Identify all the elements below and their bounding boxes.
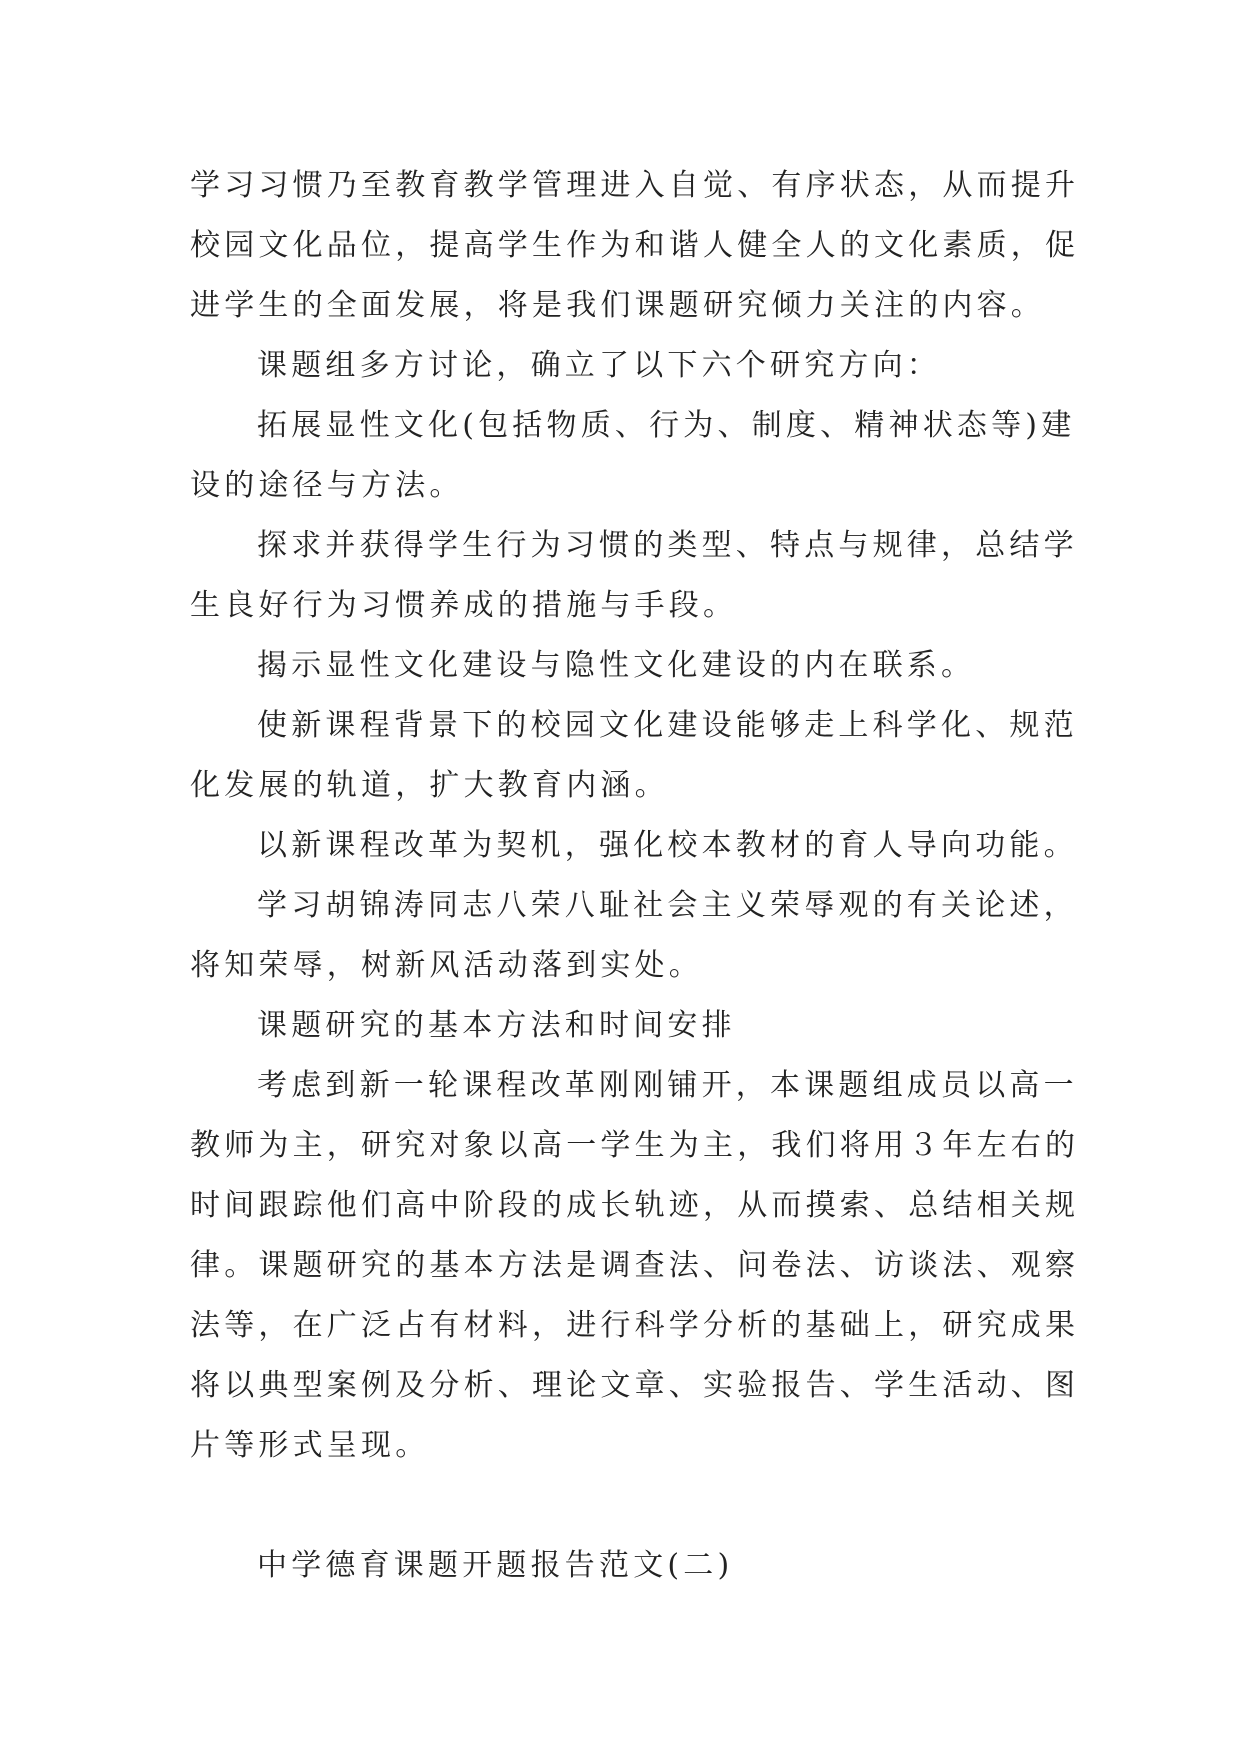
body-text-line: 使新课程背景下的校园文化建设能够走上科学化、规范 [257,708,1078,743]
body-text-line: 教师为主，研究对象以高一学生为主，我们将用３年左右的 [190,1128,1080,1163]
body-text-line: 学习胡锦涛同志八荣八耻社会主义荣辱观的有关论述， [257,888,1078,923]
body-text-line: 律。课题研究的基本方法是调查法、问卷法、访谈法、观察 [190,1248,1080,1283]
body-text-line: 拓展显性文化(包括物质、行为、制度、精神状态等)建 [257,408,1076,443]
next-article-title: 中学德育课题开题报告范文(二) [257,1548,734,1583]
body-text-line: 以新课程改革为契机，强化校本教材的育人导向功能。 [257,828,1078,863]
body-text-line: 探求并获得学生行为习惯的类型、特点与规律，总结学 [257,528,1078,563]
body-text-line: 片等形式呈现。 [190,1428,430,1463]
body-text-line: 课题组多方讨论，确立了以下六个研究方向： [257,348,941,383]
body-text-line: 考虑到新一轮课程改革刚刚铺开，本课题组成员以高一 [257,1068,1078,1103]
body-text-line: 揭示显性文化建设与隐性文化建设的内在联系。 [257,648,976,683]
body-text-line: 学习习惯乃至教育教学管理进入自觉、有序状态，从而提升 [190,168,1080,203]
body-text-line: 校园文化品位，提高学生作为和谐人健全人的文化素质，促 [190,228,1080,263]
section-heading: 课题研究的基本方法和时间安排 [257,1008,736,1043]
body-text-line: 将知荣辱，树新风活动落到实处。 [190,948,703,983]
body-text-line: 化发展的轨道，扩大教育内涵。 [190,768,669,803]
body-text-line: 设的途径与方法。 [190,468,464,503]
body-text-line: 法等，在广泛占有材料，进行科学分析的基础上，研究成果 [190,1308,1080,1343]
body-text-line: 时间跟踪他们高中阶段的成长轨迹，从而摸索、总结相关规 [190,1188,1080,1223]
body-text-line: 将以典型案例及分析、理论文章、实验报告、学生活动、图 [190,1368,1080,1403]
body-text-line: 进学生的全面发展，将是我们课题研究倾力关注的内容。 [190,288,1045,323]
body-text-line: 生良好行为习惯养成的措施与手段。 [190,588,738,623]
